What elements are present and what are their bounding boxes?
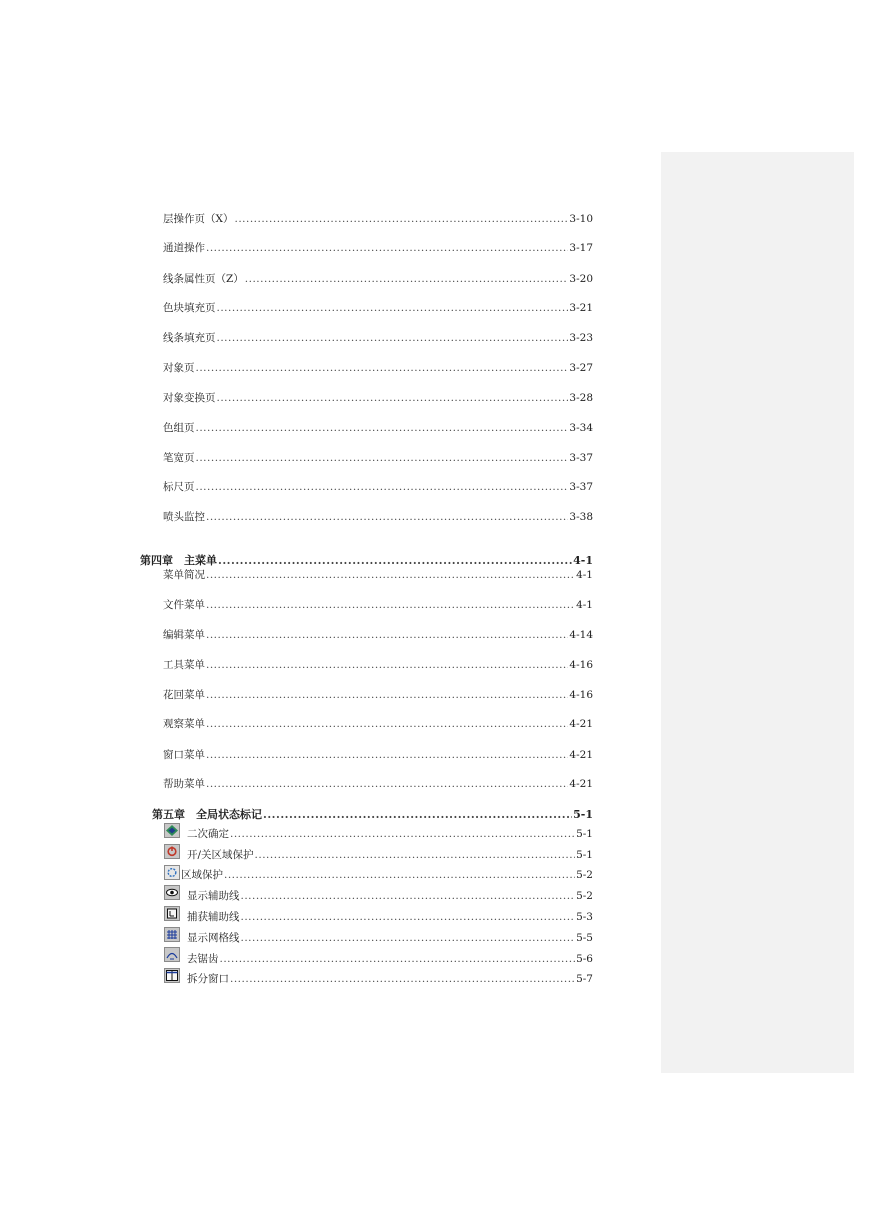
toc-entry-page: 3-23	[569, 332, 593, 344]
toc-entry-page: 3-37	[569, 452, 593, 464]
toc-entry-page: 3-37	[569, 481, 593, 493]
toc-entry-title: 编辑菜单	[163, 629, 205, 641]
toc-entry-title: 标尺页	[163, 481, 195, 493]
toc-entry-page: 5-2	[576, 890, 593, 902]
toc-chapter-title: 第四章 主菜单	[140, 554, 217, 567]
toc-chapter-heading[interactable]	[140, 554, 593, 568]
dot-leader	[217, 331, 569, 345]
region-protect-toggle-icon	[164, 844, 180, 859]
toc-entry-title: 文件菜单	[163, 599, 205, 611]
toc-entry-page: 3-28	[569, 392, 593, 404]
dot-leader	[263, 808, 572, 822]
toc-entry-page: 4-21	[569, 778, 593, 790]
toc-entry[interactable]	[163, 451, 593, 465]
dot-leader	[206, 628, 568, 642]
dot-leader	[217, 301, 569, 315]
toc-entry-page: 4-16	[569, 689, 593, 701]
split-window-icon	[164, 968, 180, 983]
dot-leader	[196, 361, 569, 375]
dot-leader	[206, 568, 575, 582]
toc-entry-title: 对象变换页	[163, 392, 216, 404]
toc-entry-title: 花回菜单	[163, 689, 205, 701]
toc-entry-title: 显示辅助线	[187, 890, 240, 902]
toc-entry-title: 区域保护	[181, 869, 223, 881]
toc-entry-page: 4-1	[576, 569, 593, 581]
toc-entry[interactable]	[163, 421, 593, 435]
toc-entry-title: 通道操作	[163, 242, 205, 254]
toc-entry-page: 4-21	[569, 718, 593, 730]
toc-entry[interactable]	[163, 748, 593, 762]
toc-entry[interactable]	[187, 889, 593, 903]
toc-entry[interactable]	[163, 212, 593, 226]
toc-entry-page: 4-21	[569, 749, 593, 761]
toc-chapter-title: 第五章 全局状态标记	[152, 808, 262, 821]
toc-entry[interactable]	[163, 361, 593, 375]
toc-entry[interactable]	[163, 568, 593, 582]
toc-entry[interactable]	[163, 480, 593, 494]
snap-guides-icon	[164, 906, 180, 921]
toc-entry-page: 4-16	[569, 659, 593, 671]
toc-entry-page: 5-5	[576, 932, 593, 944]
dot-leader	[196, 480, 569, 494]
toc-chapter-page: 4-1	[573, 554, 593, 567]
dot-leader	[206, 777, 568, 791]
toc-entry[interactable]	[163, 301, 593, 315]
toc-entry-title: 色组页	[163, 422, 195, 434]
toc-entry[interactable]	[163, 241, 593, 255]
antialias-icon	[164, 947, 180, 962]
toc-entry-title: 开/关区域保护	[187, 849, 254, 861]
toc-entry-page: 3-21	[569, 302, 593, 314]
toc-entry-page: 5-7	[576, 973, 593, 985]
toc-chapter-page: 5-1	[573, 808, 593, 821]
dot-leader	[234, 212, 568, 226]
toc-entry-title: 笔宽页	[163, 452, 195, 464]
toc-entry[interactable]	[163, 717, 593, 731]
eye-guides-icon	[164, 885, 180, 900]
dot-leader	[206, 510, 568, 524]
toc-entry-title: 观察菜单	[163, 718, 205, 730]
dot-leader	[206, 241, 568, 255]
toc-entry[interactable]	[163, 658, 593, 672]
dot-leader	[196, 421, 569, 435]
toc-entry-title: 线条填充页	[163, 332, 216, 344]
toc-entry-page: 3-20	[569, 273, 593, 285]
toc-entry[interactable]	[163, 510, 593, 524]
toc-entry-title: 菜单简况	[163, 569, 205, 581]
dot-leader	[196, 451, 569, 465]
toc-entry-page: 5-6	[576, 953, 593, 965]
dot-leader	[230, 972, 575, 986]
toc-entry-title: 二次确定	[187, 828, 229, 840]
dot-leader	[241, 889, 576, 903]
toc-entry-page: 4-14	[569, 629, 593, 641]
grid-icon	[164, 927, 180, 942]
dot-leader	[230, 827, 575, 841]
toc-entry-page: 3-10	[569, 213, 593, 225]
confirm-icon	[164, 823, 180, 838]
toc-entry[interactable]	[187, 910, 593, 924]
toc-entry-page: 4-1	[576, 599, 593, 611]
dot-leader	[218, 554, 572, 568]
toc-entry-page: 5-1	[576, 828, 593, 840]
toc-entry[interactable]	[163, 272, 593, 286]
toc-entry[interactable]	[163, 777, 593, 791]
toc-entry-title: 线条属性页（Z）	[163, 273, 244, 285]
toc-entry[interactable]	[163, 391, 593, 405]
toc-entry-title: 去锯齿	[187, 953, 219, 965]
dot-leader	[220, 952, 576, 966]
toc-entry[interactable]	[187, 972, 593, 986]
comment-pane	[661, 152, 854, 1073]
dot-leader	[224, 868, 575, 882]
dot-leader	[245, 272, 569, 286]
dot-leader	[217, 391, 569, 405]
toc-chapter-heading[interactable]	[152, 808, 593, 822]
dot-leader	[241, 931, 576, 945]
toc-entry-title: 喷头监控	[163, 511, 205, 523]
dot-leader	[206, 748, 568, 762]
dot-leader	[255, 848, 576, 862]
dot-leader	[206, 717, 568, 731]
toc-entry-title: 帮助菜单	[163, 778, 205, 790]
toc-entry-page: 3-34	[569, 422, 593, 434]
toc-entry-title: 显示网格线	[187, 932, 240, 944]
region-protect-icon	[164, 865, 180, 880]
toc-entry-page: 5-3	[576, 911, 593, 923]
toc-entry[interactable]	[187, 827, 593, 841]
toc-entry[interactable]	[181, 868, 593, 882]
toc-entry[interactable]	[187, 848, 593, 862]
toc-entry[interactable]	[163, 628, 593, 642]
toc-entry[interactable]	[187, 952, 593, 966]
toc-entry-page: 3-17	[569, 242, 593, 254]
toc-entry[interactable]	[163, 688, 593, 702]
dot-leader	[241, 910, 576, 924]
toc-entry-page: 5-2	[576, 869, 593, 881]
toc-entry-title: 色块填充页	[163, 302, 216, 314]
toc-entry-page: 3-38	[569, 511, 593, 523]
toc-entry-page: 3-27	[569, 362, 593, 374]
toc-entry-title: 拆分窗口	[187, 973, 229, 985]
toc-entry-page: 5-1	[576, 849, 593, 861]
dot-leader	[206, 598, 575, 612]
toc-entry-title: 工具菜单	[163, 659, 205, 671]
toc-entry[interactable]	[187, 931, 593, 945]
toc-entry-title: 层操作页（X）	[163, 213, 234, 225]
toc-entry[interactable]	[163, 331, 593, 345]
dot-leader	[206, 658, 568, 672]
dot-leader	[206, 688, 568, 702]
toc-entry-title: 捕获辅助线	[187, 911, 240, 923]
toc-entry-title: 窗口菜单	[163, 749, 205, 761]
toc-entry[interactable]	[163, 598, 593, 612]
toc-entry-title: 对象页	[163, 362, 195, 374]
